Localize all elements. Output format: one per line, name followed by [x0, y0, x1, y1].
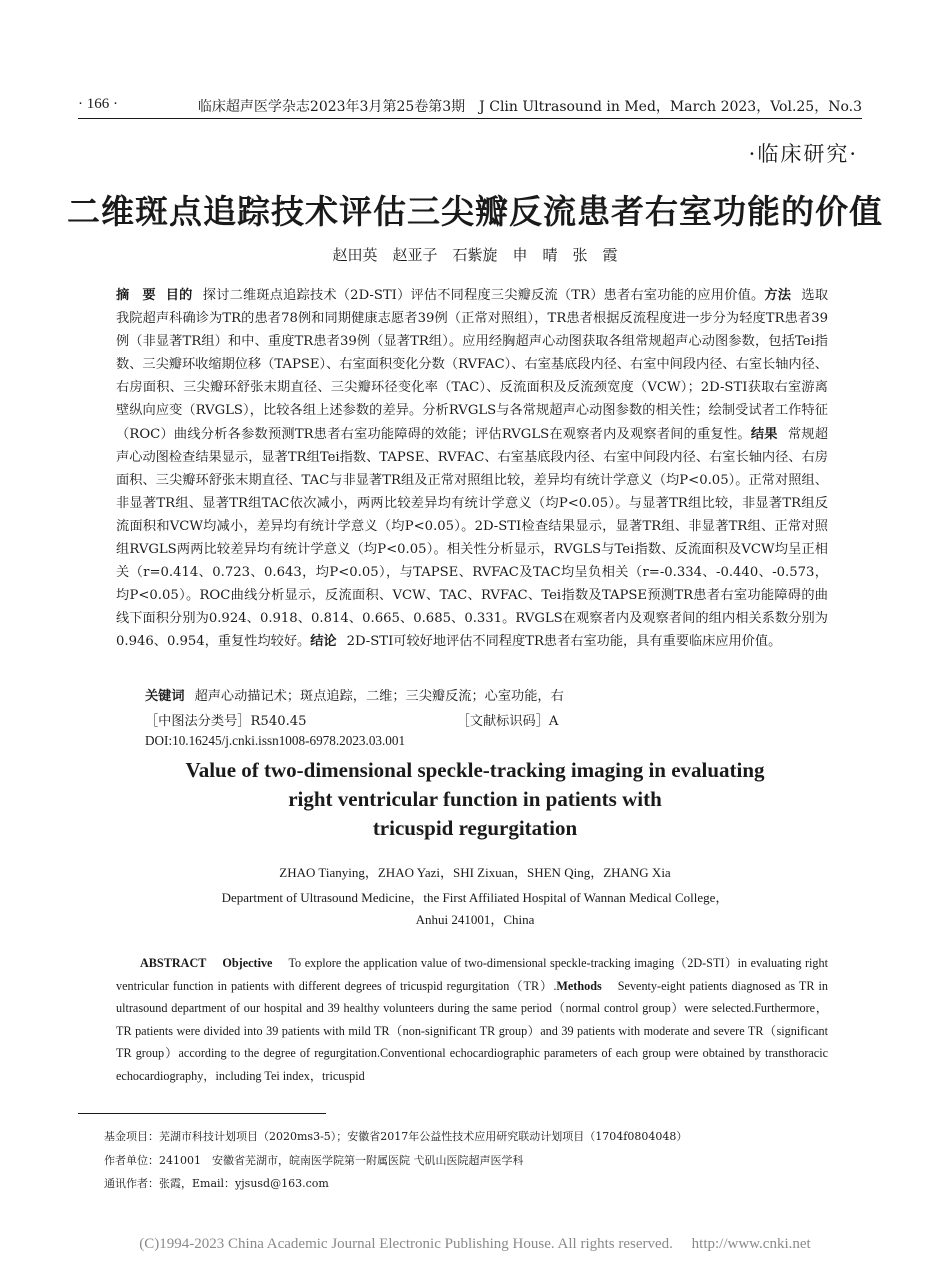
header-rule [78, 118, 862, 119]
chinese-authors: 赵田英 赵亚子 石紫旋 申 晴 张 霞 [332, 246, 618, 264]
abstract-en-label: ABSTRACT [140, 956, 207, 970]
affiliation-line: Department of Ultrasound Medicine，the First Affiliated Hospital of Wannan Medical College， [221, 890, 729, 905]
copyright-watermark: (C)1994-2023 China Academic Journal Electronic Publishing House. All rights reserved. http://www.cnki.net [139, 1236, 811, 1252]
objective-label: 目的 [165, 288, 193, 303]
english-title [0, 756, 950, 843]
results-text: 常规超声心动图检查结果显示，显著TR组Tei指数、TAPSE、RVFAC、右室基底段内径、右室中间段内径、右室长轴内径、右房面积、三尖瓣环舒张末期直径、TAC与非显著TR组及正常对照组比较，差异均有统计学意义（均P<0.05）。正常对照组、非显著TR组、显著TR组TAC依次减小，两两比较差异均有统计学意义（均P<0.05）。与显著TR组比较，非显著TR组反流面积和VCW均减小，差异均有统计学意义（均P<0.05）。2D-STI检查结果显示，显著TR组、非显著TR组、正常对照组RVGLS两两比较差异均有统计学意义（均P<0.05）。相关性分析显示，RVGLS与Tei指数、反流面积及VCW均呈正相关（r=0.414、0.723、0.643，均P<0.05），与TAPSE、RVFAC及TAC均呈负相关（r=-0.334、-0.440、-0.573，均P<0.05）。ROC曲线分析显示，反流面积、VCW、TAC、RVFAC、Tei指数及TAPSE预测TR患者右室功能障碍的曲线下面积分别为0.924、0.918、0.814、0.665、0.685、0.331。RVGLS在观察者内及观察者间的组内相关系数分别为0.946、0.954，重复性均较好。 [116, 426, 829, 650]
clc-label: ［中图法分类号］ [145, 714, 251, 729]
keywords-row [145, 685, 564, 704]
classification-row [145, 710, 558, 729]
english-title-line: tricuspid regurgitation [372, 816, 578, 840]
objective-text: 探讨二维斑点追踪技术（2D-STI）评估不同程度三尖瓣反流（TR）患者右室功能的应用价值。 [202, 288, 765, 303]
keywords-label: 关键词 [145, 689, 185, 704]
doc-code-value: A [548, 714, 559, 729]
english-authors: ZHAO Tianying，ZHAO Yazi，SHI Zixuan，SHEN Qing，ZHANG Xia [279, 865, 671, 880]
keywords-text: 超声心动描记术；斑点追踪，二维；三尖瓣反流；心室功能，右 [194, 689, 564, 704]
conclusion-label: 结论 [310, 634, 337, 650]
conclusion-text: 2D-STI可较好地评估不同程度TR患者右室功能，具有重要临床应用价值。 [346, 634, 782, 650]
doc-code-label: ［文献标识码］ [456, 714, 549, 729]
methods-label: 方法 [764, 288, 792, 303]
doi: DOI:10.16245/j.cnki.issn1008-6978.2023.03.001 [145, 733, 406, 748]
page-number: · 166 · [78, 96, 118, 112]
journal-header: 临床超声医学杂志2023年3月第25卷第3期 J Clin Ultrasound in Med，March 2023，Vol.25，No.3 [197, 99, 862, 115]
english-affiliation [0, 887, 950, 931]
chinese-abstract [116, 284, 828, 654]
chinese-title: 二维斑点追踪技术评估三尖瓣反流患者右室功能的价值 [67, 192, 883, 231]
footnote-rule [78, 1113, 326, 1114]
methods-en-label: Methods [556, 978, 602, 993]
methods-text: 选取我院超声科确诊为TR的患者78例和同期健康志愿者39例（正常对照组），TR患者根据反流程度进一步分为轻度TR患者39例（非显著TR组）和中、重度TR患者39例（显著TR组）。应用经胸超声心动图获取各组常规超声心动图参数，包括Tei指数、三尖瓣环收缩期位移（TAPSE）、右室面积变化分数（RVFAC）、右室基底段内径、右室中间段内径、右室长轴内径、右房面积、三尖瓣环舒张末期直径、三尖瓣环径变化率（TAC）、反流面积及反流颈宽度（VCW）；2D-STI获取右室游离壁纵向应变（RVGLS），比较各组上述参数的差异。分析RVGLS与各常规超声心动图参数的相关性；绘制受试者工作特征（ROC）曲线分析各参数预测TR患者右室功能障碍的效能；评估RVGLS在观察者内及观察者间的重复性。 [116, 288, 829, 442]
clc-value: R540.45 [250, 714, 307, 729]
author-unit-note: 作者单位：241001 安徽省芜湖市，皖南医学院第一附属医院 弋矶山医院超声医学科 [104, 1154, 524, 1167]
english-abstract [116, 952, 828, 1087]
objective-en-label: Objective [222, 956, 273, 970]
funding-note: 基金项目：芜湖市科技计划项目（2020ms3-5）；安徽省2017年公益性技术应用研究联动计划项目（1704f0804048） [104, 1130, 688, 1143]
abstract-label: 摘 要 [116, 288, 156, 303]
section-label: ·临床研究· [748, 142, 858, 166]
affiliation-line: Anhui 241001，China [415, 912, 535, 927]
english-title-line: right ventricular function in patients with [288, 787, 662, 811]
results-label: 结果 [750, 426, 778, 442]
methods-en-text: Seventy-eight patients diagnosed as TR in ultrasound department of our hospital and 39 healthy volunteers during the same period（normal control group）were selected.Furthermore，TR patients were divided into 39 patients with mild TR（non-significant TR group）and 39 patients with moderate and severe TR（significant TR group）according to the degree of regurgitation.Conventional echocardiographic parameters of each group were obtained by transthoracic echocardiography，including Tei index，tricuspid [116, 978, 828, 1083]
objective-en-text: To explore the application value of two-dimensional speckle-tracking imaging（2D-STI）in evaluating right ventricular function in patients with different degrees of tricuspid regurgitation（TR）. [116, 956, 828, 993]
english-title-line: Value of two-dimensional speckle-tracking imaging in evaluating [185, 758, 765, 782]
corresponding-author-note: 通讯作者：张霞，Email：yjsusd@163.com [104, 1177, 329, 1190]
